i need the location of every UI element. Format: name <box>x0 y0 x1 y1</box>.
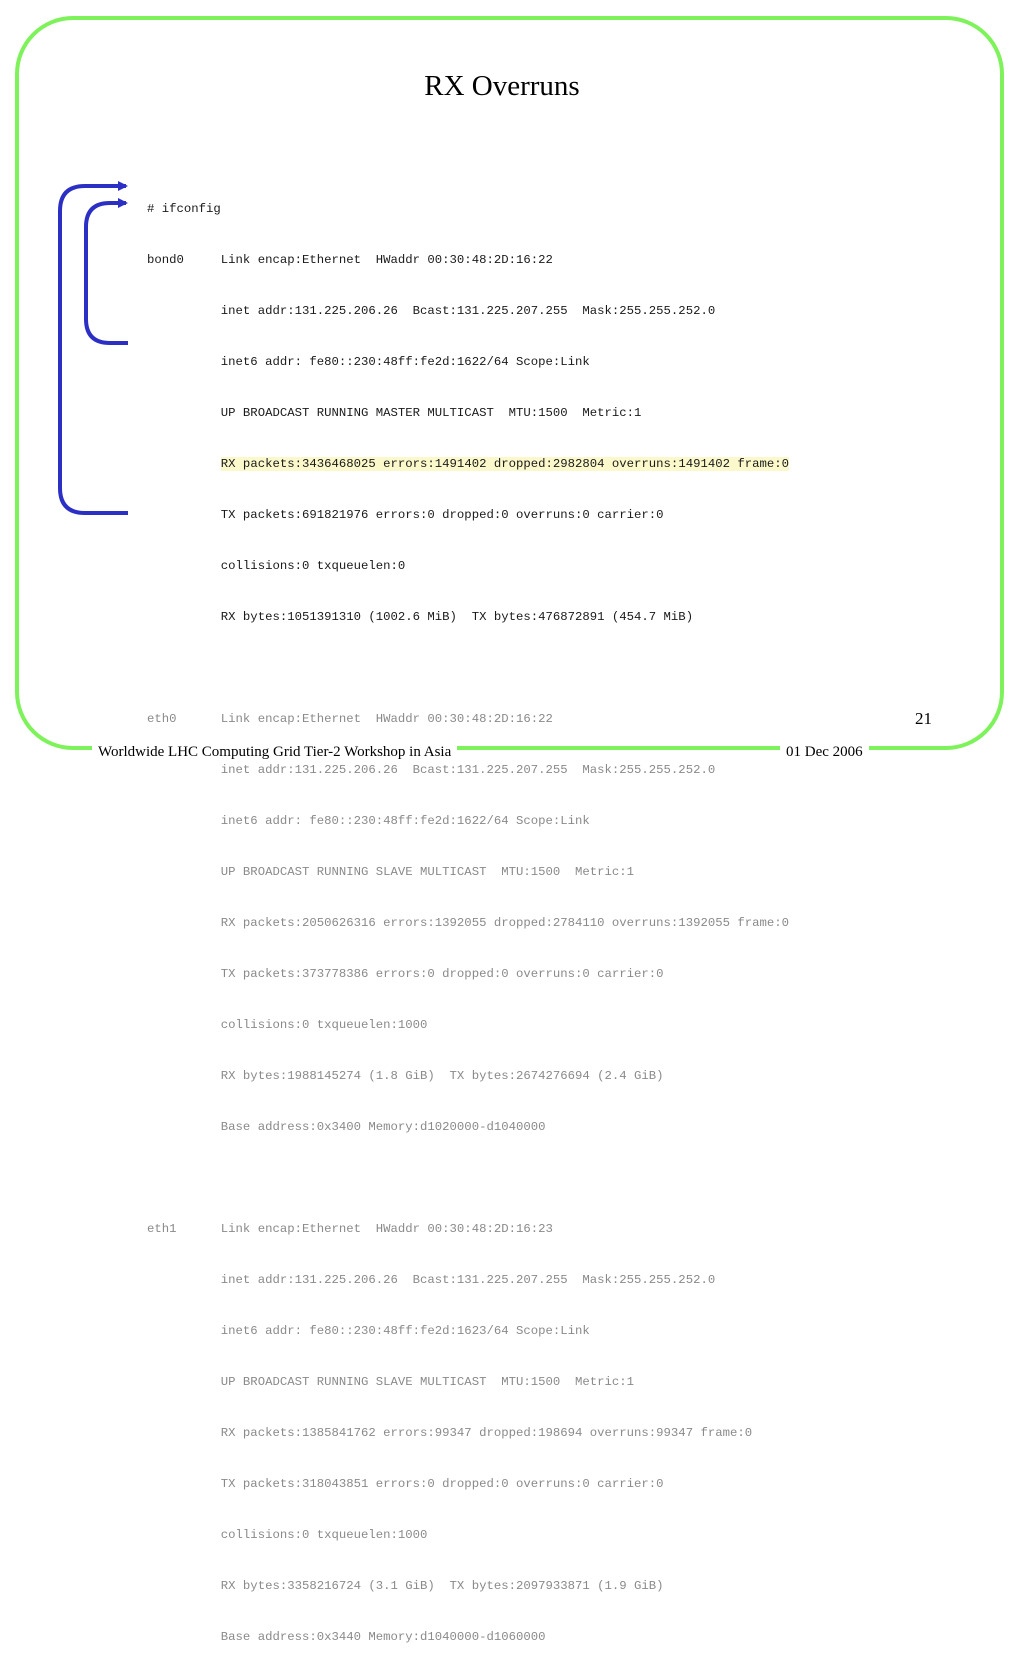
bond0-line-2: inet addr:131.225.206.26 Bcast:131.225.207.255 Mask:255.255.252.0 <box>147 304 716 318</box>
eth0-line-3: inet6 addr: fe80::230:48ff:fe2d:1622/64 Scope:Link <box>147 814 590 828</box>
slide-title: RX Overruns <box>424 70 580 102</box>
footer-date: 01 Dec 2006 <box>780 742 869 762</box>
eth0-line-5: RX packets:2050626316 errors:1392055 dropped:2784110 overruns:1392055 frame:0 <box>147 916 790 930</box>
eth0-line-6: TX packets:373778386 errors:0 dropped:0 overruns:0 carrier:0 <box>147 967 664 981</box>
eth1-line-1: eth1 Link encap:Ethernet HWaddr 00:30:48:2D:16:23 <box>147 1222 553 1236</box>
ifconfig-output <box>147 167 789 1663</box>
page-number: 21 <box>915 709 932 728</box>
bond0-line-7: collisions:0 txqueuelen:0 <box>147 559 406 573</box>
eth0-line-4: UP BROADCAST RUNNING SLAVE MULTICAST MTU:1500 Metric:1 <box>147 865 635 879</box>
blank-line <box>147 1170 789 1187</box>
eth1-line-6: TX packets:318043851 errors:0 dropped:0 overruns:0 carrier:0 <box>147 1477 664 1491</box>
bond0-line-3: inet6 addr: fe80::230:48ff:fe2d:1622/64 Scope:Link <box>147 355 590 369</box>
eth0-line-2: inet addr:131.225.206.26 Bcast:131.225.207.255 Mask:255.255.252.0 <box>147 763 716 777</box>
highlighted-rx-overruns: RX packets:3436468025 errors:1491402 dropped:2982804 overruns:1491402 frame:0 <box>220 457 790 471</box>
eth0-line-1: eth0 Link encap:Ethernet HWaddr 00:30:48:2D:16:22 <box>147 712 553 726</box>
bond0-line-4: UP BROADCAST RUNNING MASTER MULTICAST MTU:1500 Metric:1 <box>147 406 642 420</box>
eth1-line-7: collisions:0 txqueuelen:1000 <box>147 1528 428 1542</box>
eth0-line-7: collisions:0 txqueuelen:1000 <box>147 1018 428 1032</box>
eth0-to-bond0-arrow <box>86 203 128 343</box>
bond0-line-6: TX packets:691821976 errors:0 dropped:0 overruns:0 carrier:0 <box>147 508 664 522</box>
footer-workshop-title: Worldwide LHC Computing Grid Tier-2 Workshop in Asia <box>92 742 457 762</box>
eth1-line-5: RX packets:1385841762 errors:99347 dropped:198694 overruns:99347 frame:0 <box>147 1426 753 1440</box>
eth0-line-9: Base address:0x3400 Memory:d1020000-d1040000 <box>147 1120 546 1134</box>
blank-line <box>147 660 789 677</box>
eth1-line-9: Base address:0x3440 Memory:d1040000-d1060000 <box>147 1630 546 1644</box>
eth0-line-8: RX bytes:1988145274 (1.8 GiB) TX bytes:2674276694 (2.4 GiB) <box>147 1069 664 1083</box>
bond0-line-1: bond0 Link encap:Ethernet HWaddr 00:30:48:2D:16:22 <box>147 253 553 267</box>
bond0-rx-packets-line <box>147 456 789 473</box>
bond0-line-8: RX bytes:1051391310 (1002.6 MiB) TX bytes:476872891 (454.7 MiB) <box>147 610 694 624</box>
eth1-line-2: inet addr:131.225.206.26 Bcast:131.225.207.255 Mask:255.255.252.0 <box>147 1273 716 1287</box>
eth1-line-4: UP BROADCAST RUNNING SLAVE MULTICAST MTU:1500 Metric:1 <box>147 1375 635 1389</box>
bond0-rx-indent <box>147 457 221 471</box>
command-line: # ifconfig <box>147 202 221 216</box>
eth1-to-bond0-arrow <box>60 186 128 513</box>
eth1-line-3: inet6 addr: fe80::230:48ff:fe2d:1623/64 Scope:Link <box>147 1324 590 1338</box>
eth1-line-8: RX bytes:3358216724 (3.1 GiB) TX bytes:2097933871 (1.9 GiB) <box>147 1579 664 1593</box>
